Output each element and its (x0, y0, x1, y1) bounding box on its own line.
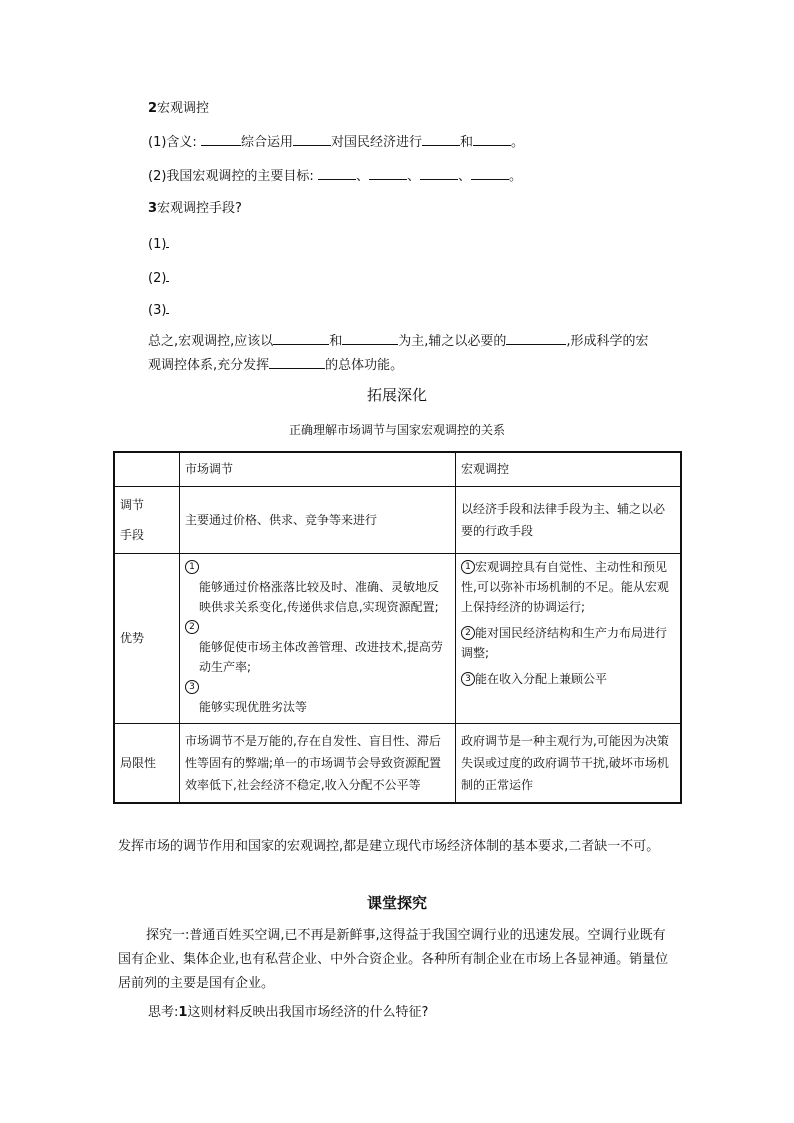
table-header-cell: 宏观调控 (456, 452, 682, 486)
number-badge: 2 (185, 620, 199, 634)
blank-field[interactable] (369, 166, 407, 180)
blank-field[interactable] (273, 331, 329, 345)
row-label-text: 手段 (120, 527, 145, 542)
summary-text: 观调控体系,充分发挥 (148, 358, 270, 373)
blank-field[interactable] (420, 166, 458, 180)
q1-text-1: 综合运用 (240, 135, 293, 150)
question-2-line (148, 166, 522, 186)
summary-line-2 (148, 355, 403, 375)
table-row (114, 553, 681, 723)
blank-field[interactable] (471, 166, 509, 180)
blank-field[interactable] (269, 355, 325, 369)
comparison-table (113, 451, 682, 804)
q2-prefix: (2)我国宏观调控的主要目标: (148, 169, 314, 184)
table-row (114, 723, 681, 803)
section-3-heading (148, 200, 242, 218)
table-caption: 正确理解市场调节与国家宏观调控的关系 (288, 423, 505, 437)
number-badge: 1 (461, 560, 475, 574)
method-item-label: (1) (148, 237, 167, 252)
cell-text: 能够实现优胜劣汰等 (199, 699, 308, 714)
summary-text: 的总体功能。 (325, 358, 404, 373)
section-2-heading (148, 100, 209, 118)
row-label-text: 调节 (120, 497, 145, 512)
separator: 、 (406, 169, 420, 184)
cell-text: 宏观调控具有自觉性、主动性和预见性,可以弥补市场机制的不足。能从宏观上保持经济的协调运行; (461, 559, 669, 614)
separator: 、 (457, 169, 471, 184)
cell-text: 能够通过价格涨落比较及时、准确、灵敏地反映供求关系变化,传递供求信息,实现资源配置; (199, 579, 440, 614)
number-badge: 3 (461, 672, 475, 686)
blank-field[interactable] (422, 132, 460, 146)
extension-title: 拓展深化 (366, 386, 427, 404)
table-cell: 市场调节不是万能的,存在自发性、盲目性、滞后性等固有的弊端;单一的市场调节会导致资源配置效率低下,社会经济不稳定,收入分配不公平等 (180, 723, 456, 803)
row-label: 局限性 (114, 723, 180, 803)
section-3-number: 3 (148, 201, 158, 216)
think-prefix: 思考: (148, 1005, 179, 1020)
section-3-title: 宏观调控手段? (157, 201, 242, 216)
table-cell (456, 553, 682, 723)
blank-field[interactable] (201, 132, 241, 146)
blank-field[interactable] (342, 331, 398, 345)
q1-prefix: (1)含义: (148, 135, 197, 150)
table-cell: 政府调节是一种主观行为,可能因为决策失误或过度的政府调节干扰,破坏市场机制的正常运作 (456, 723, 682, 803)
section-2-title: 宏观调控 (157, 101, 210, 116)
table-header-row (114, 452, 681, 486)
row-label: 优势 (114, 553, 180, 723)
conclusion-paragraph: 发挥市场的调节作用和国家的宏观调控,都是建立现代市场经济体制的基本要求,二者缺一不可。 (118, 839, 660, 854)
separator: 、 (355, 169, 369, 184)
number-badge: 1 (185, 560, 199, 574)
method-item-1 (148, 234, 169, 254)
table-row (114, 486, 681, 553)
blank-field[interactable] (293, 132, 331, 146)
explore-paragraph: 探究一:普通百姓买空调,已不再是新鲜事,这得益于我国空调行业的迅速发展。空调行业既有国有企业、集体企业,也有私营企业、中外合资企业。各种所有制企业在市场上各显神通。销量位居前列的主要是国有企业。 (118, 928, 669, 991)
summary-line-1 (148, 331, 649, 351)
q1-end: 。 (510, 135, 524, 150)
blank-field[interactable] (166, 300, 169, 314)
summary-text: 总之,宏观调控,应该以 (148, 334, 274, 349)
section-2-number: 2 (148, 101, 158, 116)
table-cell: 主要通过价格、供求、竞争等来进行 (180, 486, 456, 553)
summary-text: 和 (329, 334, 343, 349)
table-header-cell (114, 452, 180, 486)
question-1-line (148, 132, 524, 152)
class-section-title: 课堂探究 (366, 894, 427, 912)
number-badge: 2 (461, 626, 475, 640)
think-number: 1 (178, 1005, 188, 1020)
blank-field[interactable] (166, 234, 169, 248)
method-item-label: (2) (148, 271, 167, 286)
number-badge: 3 (185, 680, 199, 694)
cell-text: 能够促使市场主体改善管理、改进技术,提高劳动生产率; (199, 639, 443, 674)
q2-end: 。 (508, 169, 522, 184)
cell-text: 能在收入分配上兼顾公平 (475, 671, 608, 686)
summary-text: ,形成科学的宏 (566, 334, 649, 349)
q1-text-2: 对国民经济进行 (330, 135, 422, 150)
q1-text-3: 和 (459, 135, 473, 150)
cell-text: 能对国民经济结构和生产力布局进行调整; (461, 625, 668, 660)
method-item-label: (3) (148, 303, 167, 318)
summary-text: 为主,辅之以必要的 (398, 334, 507, 349)
blank-field[interactable] (166, 268, 169, 282)
row-label (114, 486, 180, 553)
table-cell: 以经济手段和法律手段为主、辅之以必要的行政手段 (456, 486, 682, 553)
method-item-3 (148, 300, 169, 320)
table-header-cell: 市场调节 (180, 452, 456, 486)
blank-field[interactable] (506, 331, 566, 345)
table-cell (180, 553, 456, 723)
blank-field[interactable] (318, 166, 356, 180)
blank-field[interactable] (473, 132, 511, 146)
think-question (148, 1004, 428, 1022)
think-text: 这则材料反映出我国市场经济的什么特征? (187, 1005, 429, 1020)
method-item-2 (148, 268, 169, 288)
